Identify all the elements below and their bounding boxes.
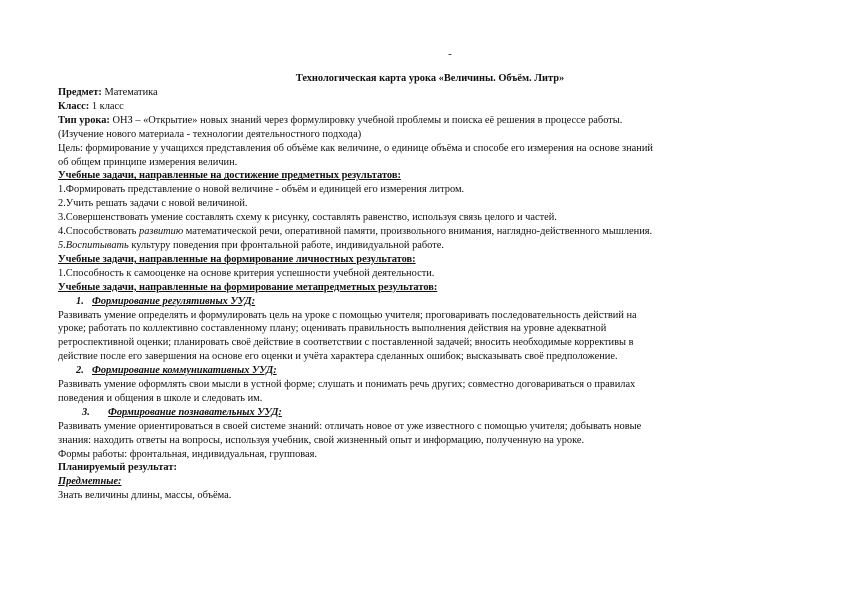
planned-result-line: Знать величины длины, массы, объёма. — [58, 490, 232, 502]
communicative-heading — [58, 364, 802, 378]
subject-task-5-rest: культуру поведения при фронтальной работе, индивидуальной работе. — [128, 239, 444, 251]
subject-task-3: 3.Совершенствовать умение составлять схему к рисунку, составлять равенство, используя связь целого и частей. — [58, 212, 557, 224]
planned-result-subheading: Предметные: — [58, 476, 122, 488]
subject-task-4-rest: математической речи, оперативной памяти, произвольного внимания, наглядно-действенного мышления. — [183, 226, 653, 238]
subject-task-2: 2.Учить решать задачи с новой величиной. — [58, 198, 248, 210]
communicative-text-1: Развивать умение оформлять свои мысли в устной форме; слушать и понимать речь других; совместно договариваться о правилах — [58, 379, 636, 391]
meta-tasks-heading: Учебные задачи, направленные на формирование метапредметных результатов: — [58, 281, 438, 293]
subject-tasks-heading: Учебные задачи, направленные на достижение предметных результатов: — [58, 170, 401, 182]
cognitive-text-2: знания: находить ответы на вопросы, используя учебник, свой жизненный опыт и информацию, полученную на уроке. — [58, 434, 585, 446]
regulative-text-1: Развивать умение определять и формулировать цель на уроке с помощью учителя; проговаривать последовательность действий на — [58, 309, 637, 321]
grade-label: Класс: — [58, 100, 90, 112]
subject-line — [58, 86, 802, 100]
cognitive-title: Формирование познавательных УУД: — [108, 406, 282, 418]
subject-task-4 — [58, 225, 802, 239]
cognitive-heading — [58, 406, 802, 420]
personal-task-1: 1.Способность к самооценке на основе критерия успешности учебной деятельности. — [58, 267, 435, 279]
lesson-type-note: (Изучение нового материала - технологии деятельностного подхода) — [58, 128, 362, 140]
communicative-text-2: поведения и общения в школе и следовать им. — [58, 392, 263, 404]
subject-task-5-emph: 5.Воспитывать — [58, 239, 129, 251]
work-forms: Формы работы: фронтальная, индивидуальная, групповая. — [58, 448, 318, 460]
subject-task-5 — [58, 239, 802, 253]
lesson-type-line — [58, 114, 802, 128]
lesson-type-label: Тип урока: — [58, 114, 110, 126]
cognitive-num: 3. — [82, 406, 90, 418]
top-mark: - — [448, 48, 452, 60]
regulative-text-4: действие после его завершения на основе его оценки и учёта характера сделанных ошибок; высказывать своё предположение. — [58, 351, 618, 363]
cognitive-text-1: Развивать умение ориентироваться в своей системе знаний: отличать новое от уже известного с помощью учителя; добывать новые — [58, 420, 642, 432]
subject-task-4-emph: развитию — [139, 226, 184, 238]
subject-label: Предмет: — [58, 87, 102, 98]
subject-task-1: 1.Формировать представление о новой величине - объём и единицей его измерения литром. — [58, 184, 465, 196]
subject-value: Математика — [101, 87, 158, 98]
regulative-text-2: уроке; работать по коллективно составленному плану; оценивать правильность выполнения действия на уровне адекватной — [58, 323, 607, 335]
goal-line — [58, 142, 802, 156]
grade-value: 1 класс — [89, 100, 124, 112]
regulative-text-3: ретроспективной оценки; планировать своё действие в соответствии с поставленной задачей; вносить необходимые коррективы в — [58, 337, 634, 349]
lesson-type-value: ОНЗ – «Открытие» новых знаний через формулировку учебной проблемы и поиска её решения в процессе работы. — [109, 114, 623, 126]
regulative-num: 1. — [76, 295, 84, 307]
planned-result-heading: Планируемый результат: — [58, 462, 177, 474]
goal-label: Цель: — [58, 142, 83, 154]
communicative-title: Формирование коммуникативных УУД: — [92, 365, 277, 377]
subject-task-4-prefix: 4.Способствовать — [58, 226, 140, 238]
communicative-num: 2. — [76, 365, 84, 377]
goal-line-2: об общем принципе измерения величин. — [58, 156, 238, 168]
document-title: Технологическая карта урока «Величины. Объём. Литр» — [295, 73, 565, 84]
goal-text: формирование у учащихся представления об объёме как величине, о единице объёма и способе его измерения на основе знаний — [82, 142, 653, 154]
regulative-title: Формирование регулятивных УУД: — [92, 295, 256, 307]
grade-line — [58, 100, 802, 114]
regulative-heading — [58, 295, 802, 309]
personal-tasks-heading: Учебные задачи, направленные на формирование личностных результатов: — [58, 253, 416, 265]
